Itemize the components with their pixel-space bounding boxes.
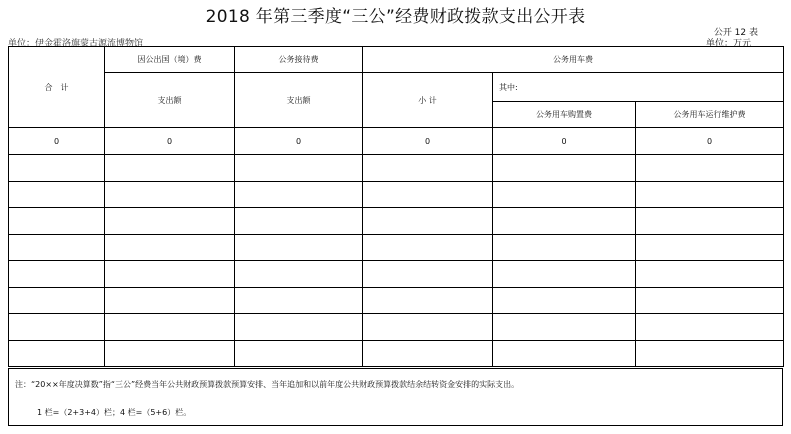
empty-row	[9, 155, 784, 182]
empty-cell	[363, 287, 493, 314]
footnote-text: 注：“20××年度决算数”指“三公”经费当年公共财政预算拨款预算安排、当年追加和以前年度公共财政预算拨款结余结转资金安排的实际支出。	[15, 380, 520, 389]
header-reception: 公务接待费	[235, 47, 363, 73]
empty-cell	[636, 181, 784, 208]
empty-cell	[9, 340, 105, 367]
value-vehicle-subtotal: 0	[363, 128, 493, 155]
empty-cell	[636, 234, 784, 261]
empty-cell	[105, 314, 235, 341]
header-vehicle-operation: 公务用车运行维护费	[636, 102, 784, 128]
unit-organization: 单位：伊金霍洛旗蒙古源流博物馆	[8, 39, 144, 49]
empty-cell	[235, 340, 363, 367]
empty-cell	[363, 340, 493, 367]
empty-cell	[493, 181, 636, 208]
empty-row	[9, 287, 784, 314]
footnote-formula: 1 栏=（2+3+4）栏；4 栏=（5+6）栏。	[37, 408, 192, 417]
empty-cell	[363, 181, 493, 208]
header-vehicle: 公务用车费	[363, 47, 784, 73]
empty-cell	[235, 314, 363, 341]
empty-cell	[105, 261, 235, 288]
empty-cell	[9, 234, 105, 261]
header-vehicle-purchase: 公务用车购置费	[493, 102, 636, 128]
value-reception: 0	[235, 128, 363, 155]
empty-cell	[105, 340, 235, 367]
empty-cell	[493, 287, 636, 314]
empty-cell	[493, 261, 636, 288]
empty-cell	[9, 181, 105, 208]
value-vehicle-operation: 0	[636, 128, 784, 155]
header-reception-expense: 支出额	[235, 73, 363, 128]
empty-cell	[9, 261, 105, 288]
empty-cell	[105, 234, 235, 261]
value-total: 0	[9, 128, 105, 155]
header-abroad: 因公出国（境）费	[105, 47, 235, 73]
empty-cell	[363, 261, 493, 288]
empty-cell	[636, 155, 784, 182]
data-row	[9, 128, 784, 155]
empty-cell	[363, 155, 493, 182]
header-abroad-expense: 支出额	[105, 73, 235, 128]
empty-cell	[493, 340, 636, 367]
empty-cell	[363, 208, 493, 235]
empty-row	[9, 181, 784, 208]
empty-row	[9, 261, 784, 288]
empty-cell	[105, 287, 235, 314]
empty-cell	[636, 261, 784, 288]
empty-row	[9, 314, 784, 341]
expenditure-table	[8, 46, 784, 367]
empty-cell	[9, 287, 105, 314]
header-vehicle-subtotal: 小 计	[363, 73, 493, 128]
header-of-which: 其中:	[493, 73, 784, 102]
empty-cell	[9, 314, 105, 341]
empty-cell	[636, 340, 784, 367]
form-number: 公开 12 表	[713, 28, 758, 38]
empty-cell	[105, 181, 235, 208]
empty-cell	[493, 155, 636, 182]
empty-cell	[636, 208, 784, 235]
empty-cell	[235, 261, 363, 288]
footnote-box	[8, 368, 783, 426]
empty-cell	[235, 181, 363, 208]
unit-currency: 单位：万元	[705, 39, 751, 49]
empty-cell	[636, 287, 784, 314]
empty-cell	[235, 155, 363, 182]
empty-cell	[493, 234, 636, 261]
empty-cell	[105, 208, 235, 235]
header-total: 合 计	[9, 47, 105, 128]
empty-cell	[235, 234, 363, 261]
empty-cell	[235, 208, 363, 235]
empty-cell	[9, 208, 105, 235]
empty-row	[9, 234, 784, 261]
empty-cell	[363, 234, 493, 261]
empty-cell	[363, 314, 493, 341]
value-abroad: 0	[105, 128, 235, 155]
empty-row	[9, 208, 784, 235]
empty-row	[9, 340, 784, 367]
empty-cell	[493, 314, 636, 341]
value-vehicle-purchase: 0	[493, 128, 636, 155]
empty-cell	[235, 287, 363, 314]
empty-cell	[105, 155, 235, 182]
empty-cell	[9, 155, 105, 182]
report-title: 2018 年第三季度“三公”经费财政拨款支出公开表	[205, 7, 586, 27]
empty-cell	[636, 314, 784, 341]
empty-cell	[493, 208, 636, 235]
